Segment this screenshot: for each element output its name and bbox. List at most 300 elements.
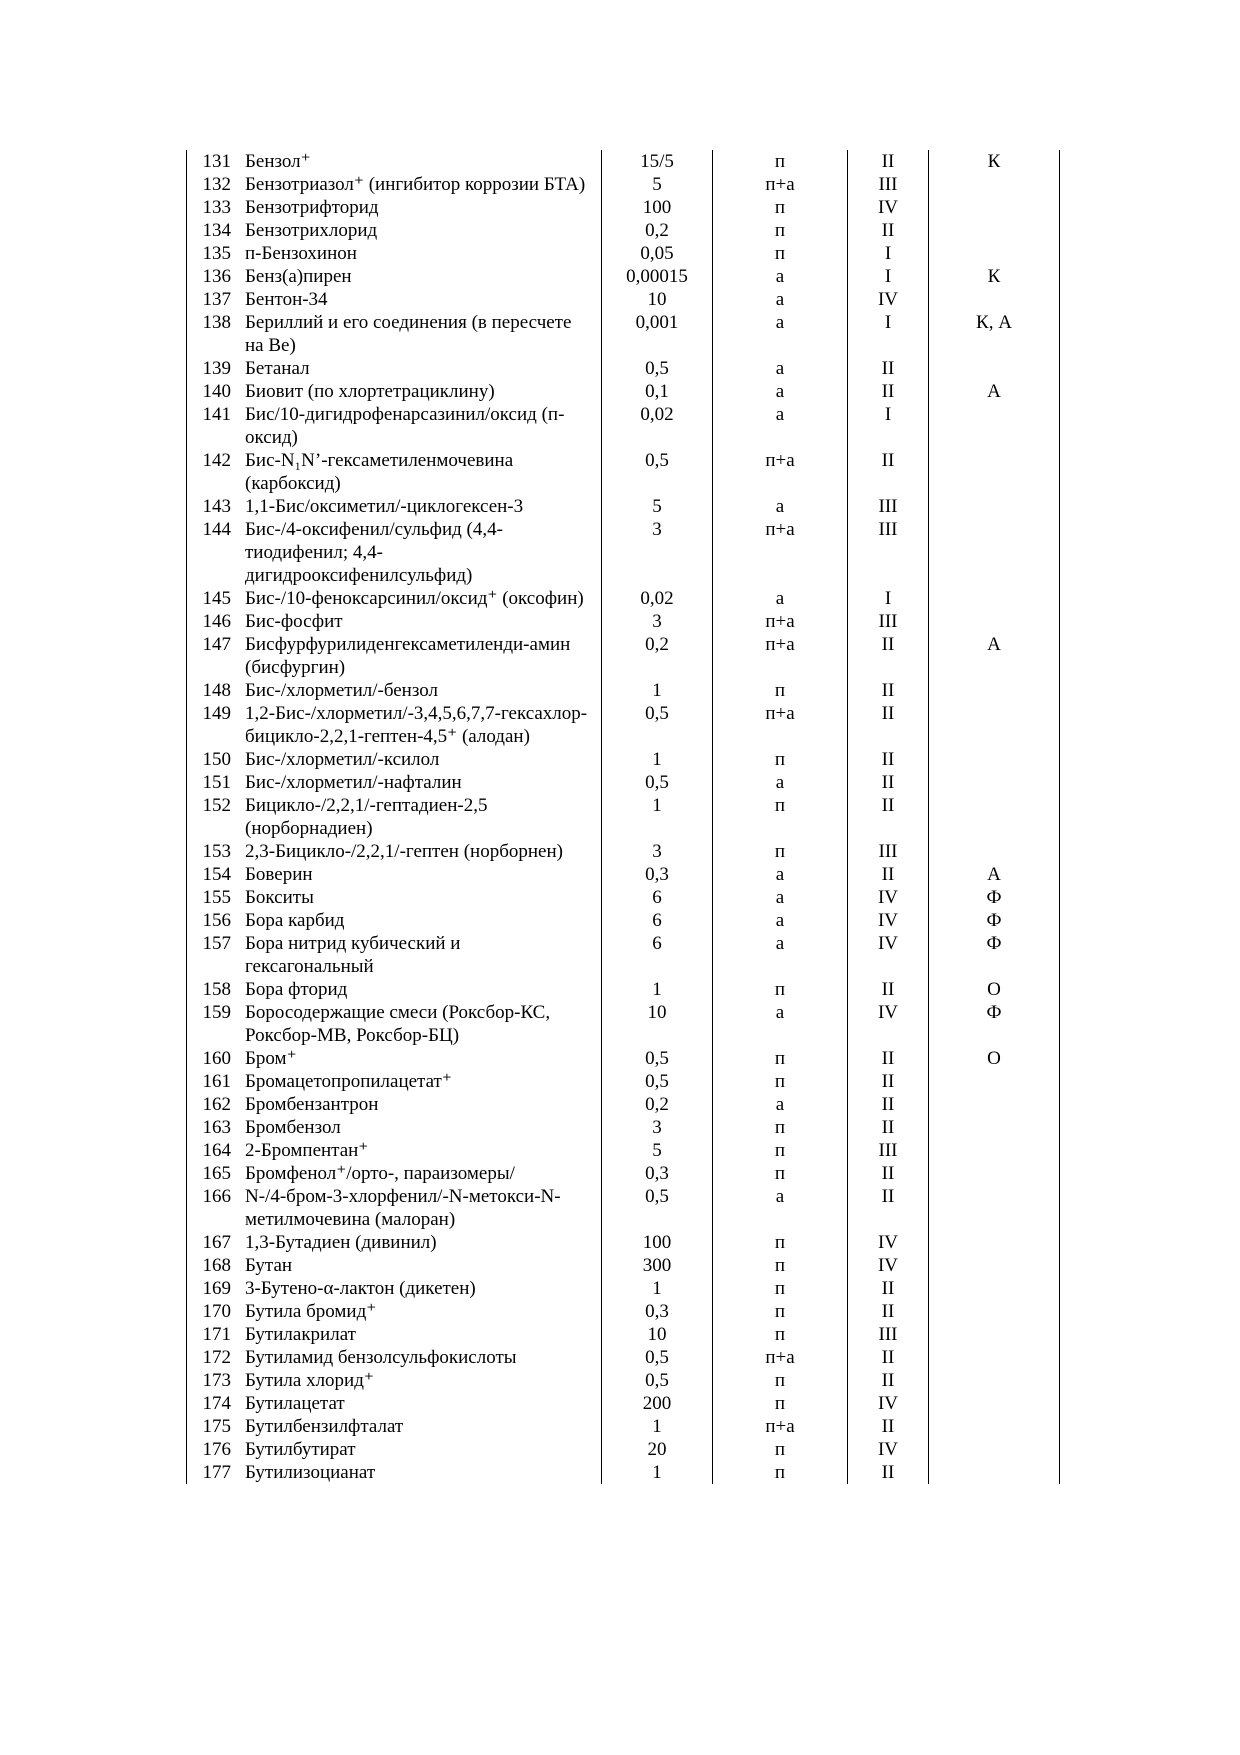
row-number: 162 xyxy=(187,1093,246,1116)
aggregate-state: п xyxy=(713,1139,848,1162)
row-number: 134 xyxy=(187,219,246,242)
hazard-class: II xyxy=(848,863,929,886)
row-number: 140 xyxy=(187,380,246,403)
row-number: 153 xyxy=(187,840,246,863)
action-feature xyxy=(929,1254,1060,1277)
aggregate-state: а xyxy=(713,403,848,449)
table-row xyxy=(187,1047,1060,1070)
action-feature xyxy=(929,495,1060,518)
substance-name: Боросодержащие смеси (Роксбор-КС, Роксбор-МВ, Роксбор-БЦ) xyxy=(245,1001,602,1047)
aggregate-state: п xyxy=(713,748,848,771)
mac-value: 1 xyxy=(602,978,713,1001)
table-row xyxy=(187,1369,1060,1392)
table-row xyxy=(187,679,1060,702)
hazard-class: IV xyxy=(848,1392,929,1415)
mac-value: 0,02 xyxy=(602,587,713,610)
table-row xyxy=(187,1438,1060,1461)
hazard-class: II xyxy=(848,771,929,794)
aggregate-state: п xyxy=(713,1461,848,1484)
substance-name: Бромбензол xyxy=(245,1116,602,1139)
action-feature xyxy=(929,196,1060,219)
hazard-class: IV xyxy=(848,1254,929,1277)
action-feature xyxy=(929,1369,1060,1392)
action-feature: Ф xyxy=(929,886,1060,909)
mac-value: 10 xyxy=(602,1001,713,1047)
substance-name: Бензотрифторид xyxy=(245,196,602,219)
substance-name: Бенз(а)пирен xyxy=(245,265,602,288)
aggregate-state: п xyxy=(713,978,848,1001)
action-feature: О xyxy=(929,1047,1060,1070)
action-feature: К xyxy=(929,150,1060,173)
substance-name: Бис-N₁N’-гексаметиленмочевина (карбоксид) xyxy=(245,449,602,495)
substance-name: Бромбензантрон xyxy=(245,1093,602,1116)
mac-value: 6 xyxy=(602,909,713,932)
row-number: 165 xyxy=(187,1162,246,1185)
row-number: 150 xyxy=(187,748,246,771)
hazard-class: II xyxy=(848,794,929,840)
row-number: 151 xyxy=(187,771,246,794)
row-number: 149 xyxy=(187,702,246,748)
aggregate-state: а xyxy=(713,1185,848,1231)
row-number: 136 xyxy=(187,265,246,288)
mac-value: 3 xyxy=(602,610,713,633)
mac-value: 6 xyxy=(602,932,713,978)
table-row xyxy=(187,495,1060,518)
mac-value: 3 xyxy=(602,518,713,587)
row-number: 143 xyxy=(187,495,246,518)
hazard-class: II xyxy=(848,633,929,679)
table-row xyxy=(187,587,1060,610)
mac-value: 0,5 xyxy=(602,702,713,748)
row-number: 137 xyxy=(187,288,246,311)
mac-value: 0,5 xyxy=(602,1047,713,1070)
substance-name: Бромфенол⁺/орто-, параизомеры/ xyxy=(245,1162,602,1185)
hazard-class: IV xyxy=(848,1001,929,1047)
action-feature: Ф xyxy=(929,909,1060,932)
table-row xyxy=(187,1254,1060,1277)
mac-value: 1 xyxy=(602,1277,713,1300)
aggregate-state: а xyxy=(713,357,848,380)
substance-name: п-Бензохинон xyxy=(245,242,602,265)
mac-value: 0,5 xyxy=(602,1369,713,1392)
hazard-class: IV xyxy=(848,1231,929,1254)
row-number: 139 xyxy=(187,357,246,380)
action-feature xyxy=(929,449,1060,495)
table-row xyxy=(187,265,1060,288)
aggregate-state: а xyxy=(713,863,848,886)
mac-value: 0,00015 xyxy=(602,265,713,288)
action-feature xyxy=(929,219,1060,242)
table-row xyxy=(187,840,1060,863)
mac-value: 10 xyxy=(602,1323,713,1346)
mac-value: 0,5 xyxy=(602,771,713,794)
table-row xyxy=(187,748,1060,771)
substance-name: Бутан xyxy=(245,1254,602,1277)
aggregate-state: а xyxy=(713,311,848,357)
action-feature xyxy=(929,748,1060,771)
substance-name: 2-Бромпентан⁺ xyxy=(245,1139,602,1162)
row-number: 158 xyxy=(187,978,246,1001)
row-number: 172 xyxy=(187,1346,246,1369)
row-number: 173 xyxy=(187,1369,246,1392)
hazard-class: II xyxy=(848,1415,929,1438)
hazard-class: II xyxy=(848,1047,929,1070)
table-row xyxy=(187,196,1060,219)
aggregate-state: п+а xyxy=(713,633,848,679)
hazard-class: III xyxy=(848,840,929,863)
substance-name: 1,1-Бис/оксиметил/-циклогексен-3 xyxy=(245,495,602,518)
aggregate-state: п xyxy=(713,1369,848,1392)
mac-value: 0,2 xyxy=(602,1093,713,1116)
mac-value: 5 xyxy=(602,495,713,518)
hazard-class: II xyxy=(848,1070,929,1093)
hazard-class: II xyxy=(848,150,929,173)
mac-value: 0,5 xyxy=(602,1070,713,1093)
table-row xyxy=(187,173,1060,196)
mac-value: 15/5 xyxy=(602,150,713,173)
table-row xyxy=(187,932,1060,978)
action-feature xyxy=(929,1093,1060,1116)
aggregate-state: а xyxy=(713,1093,848,1116)
mac-value: 0,3 xyxy=(602,863,713,886)
hazard-class: III xyxy=(848,495,929,518)
mac-value: 1 xyxy=(602,1461,713,1484)
row-number: 145 xyxy=(187,587,246,610)
action-feature xyxy=(929,610,1060,633)
action-feature xyxy=(929,1231,1060,1254)
mac-value: 10 xyxy=(602,288,713,311)
table-row xyxy=(187,288,1060,311)
aggregate-state: п xyxy=(713,196,848,219)
hazard-class: III xyxy=(848,610,929,633)
table-row xyxy=(187,242,1060,265)
action-feature xyxy=(929,587,1060,610)
hazard-class: II xyxy=(848,1461,929,1484)
substance-name: Бентон-34 xyxy=(245,288,602,311)
table-row xyxy=(187,1415,1060,1438)
aggregate-state: п xyxy=(713,840,848,863)
table-row xyxy=(187,1162,1060,1185)
action-feature xyxy=(929,1277,1060,1300)
mac-value: 0,5 xyxy=(602,449,713,495)
row-number: 167 xyxy=(187,1231,246,1254)
row-number: 131 xyxy=(187,150,246,173)
aggregate-state: п xyxy=(713,1116,848,1139)
substance-name: Бутилизоцианат xyxy=(245,1461,602,1484)
action-feature: К xyxy=(929,265,1060,288)
table-row xyxy=(187,403,1060,449)
action-feature xyxy=(929,1438,1060,1461)
action-feature xyxy=(929,173,1060,196)
substance-name: Бутила хлорид⁺ xyxy=(245,1369,602,1392)
mac-value: 20 xyxy=(602,1438,713,1461)
hazard-class: II xyxy=(848,357,929,380)
aggregate-state: а xyxy=(713,265,848,288)
mac-value: 1 xyxy=(602,794,713,840)
hazard-class: II xyxy=(848,380,929,403)
hazard-class: IV xyxy=(848,288,929,311)
row-number: 147 xyxy=(187,633,246,679)
substance-name: Бис-/4-оксифенил/сульфид (4,4-тиодифенил; 4,4-дигидрооксифенилсульфид) xyxy=(245,518,602,587)
hazard-class: III xyxy=(848,1323,929,1346)
mac-value: 0,2 xyxy=(602,633,713,679)
substance-name: 3-Бутено-α-лактон (дикетен) xyxy=(245,1277,602,1300)
row-number: 146 xyxy=(187,610,246,633)
row-number: 141 xyxy=(187,403,246,449)
substance-name: Бис-/хлорметил/-бензол xyxy=(245,679,602,702)
action-feature: А xyxy=(929,863,1060,886)
table-row xyxy=(187,1001,1060,1047)
substance-name: 1,3-Бутадиен (дивинил) xyxy=(245,1231,602,1254)
table-row xyxy=(187,1116,1060,1139)
row-number: 142 xyxy=(187,449,246,495)
substance-name: Бутила бромид⁺ xyxy=(245,1300,602,1323)
substance-name: Бетанал xyxy=(245,357,602,380)
hazard-class: II xyxy=(848,1162,929,1185)
action-feature xyxy=(929,794,1060,840)
table-row xyxy=(187,978,1060,1001)
hazard-class: II xyxy=(848,978,929,1001)
mac-value: 0,2 xyxy=(602,219,713,242)
hazard-class: II xyxy=(848,679,929,702)
table-row xyxy=(187,1070,1060,1093)
aggregate-state: а xyxy=(713,587,848,610)
aggregate-state: а xyxy=(713,886,848,909)
hazard-class: IV xyxy=(848,886,929,909)
table-row xyxy=(187,610,1060,633)
action-feature xyxy=(929,771,1060,794)
aggregate-state: п xyxy=(713,1323,848,1346)
row-number: 169 xyxy=(187,1277,246,1300)
action-feature xyxy=(929,1070,1060,1093)
mac-value: 0,5 xyxy=(602,1185,713,1231)
table-row xyxy=(187,219,1060,242)
mac-value: 0,5 xyxy=(602,1346,713,1369)
row-number: 176 xyxy=(187,1438,246,1461)
row-number: 154 xyxy=(187,863,246,886)
hazard-class: III xyxy=(848,1139,929,1162)
hazard-class: II xyxy=(848,449,929,495)
mac-value: 0,02 xyxy=(602,403,713,449)
substances-table xyxy=(186,150,1060,1484)
table-row xyxy=(187,863,1060,886)
row-number: 152 xyxy=(187,794,246,840)
hazard-class: I xyxy=(848,587,929,610)
row-number: 148 xyxy=(187,679,246,702)
hazard-class: I xyxy=(848,403,929,449)
substance-name: Бис-/10-феноксарсинил/оксид⁺ (оксофин) xyxy=(245,587,602,610)
action-feature xyxy=(929,1116,1060,1139)
substance-name: Бутилакрилат xyxy=(245,1323,602,1346)
substance-name: Бора карбид xyxy=(245,909,602,932)
action-feature xyxy=(929,1346,1060,1369)
hazard-class: IV xyxy=(848,1438,929,1461)
table-row xyxy=(187,1231,1060,1254)
row-number: 144 xyxy=(187,518,246,587)
aggregate-state: а xyxy=(713,495,848,518)
mac-value: 0,001 xyxy=(602,311,713,357)
action-feature xyxy=(929,702,1060,748)
hazard-class: IV xyxy=(848,196,929,219)
substance-name: Бис-/хлорметил/-нафталин xyxy=(245,771,602,794)
action-feature xyxy=(929,1461,1060,1484)
action-feature xyxy=(929,1162,1060,1185)
action-feature xyxy=(929,1415,1060,1438)
aggregate-state: п+а xyxy=(713,1415,848,1438)
aggregate-state: а xyxy=(713,909,848,932)
aggregate-state: п xyxy=(713,1438,848,1461)
substance-name: Бора фторид xyxy=(245,978,602,1001)
table-row xyxy=(187,794,1060,840)
mac-value: 100 xyxy=(602,1231,713,1254)
action-feature: К, А xyxy=(929,311,1060,357)
substance-name: Бутилацетат xyxy=(245,1392,602,1415)
table-row xyxy=(187,380,1060,403)
row-number: 164 xyxy=(187,1139,246,1162)
hazard-class: I xyxy=(848,311,929,357)
substance-name: Бензол⁺ xyxy=(245,150,602,173)
mac-value: 0,3 xyxy=(602,1162,713,1185)
row-number: 175 xyxy=(187,1415,246,1438)
row-number: 132 xyxy=(187,173,246,196)
aggregate-state: п xyxy=(713,1300,848,1323)
substance-name: Бора нитрид кубический и гексагональный xyxy=(245,932,602,978)
substances-table-body xyxy=(187,150,1060,1484)
aggregate-state: п xyxy=(713,1392,848,1415)
aggregate-state: а xyxy=(713,771,848,794)
substance-name: Бромацетопропилацетат⁺ xyxy=(245,1070,602,1093)
aggregate-state: а xyxy=(713,380,848,403)
hazard-class: II xyxy=(848,1346,929,1369)
row-number: 170 xyxy=(187,1300,246,1323)
row-number: 133 xyxy=(187,196,246,219)
row-number: 160 xyxy=(187,1047,246,1070)
action-feature: Ф xyxy=(929,1001,1060,1047)
action-feature xyxy=(929,403,1060,449)
substance-name: Бутилбутират xyxy=(245,1438,602,1461)
mac-value: 0,05 xyxy=(602,242,713,265)
row-number: 171 xyxy=(187,1323,246,1346)
substance-name: 2,3-Бицикло-/2,2,1/-гептен (норборнен) xyxy=(245,840,602,863)
mac-value: 3 xyxy=(602,840,713,863)
action-feature xyxy=(929,679,1060,702)
hazard-class: I xyxy=(848,242,929,265)
table-row xyxy=(187,886,1060,909)
hazard-class: III xyxy=(848,173,929,196)
table-row xyxy=(187,1185,1060,1231)
aggregate-state: п xyxy=(713,794,848,840)
aggregate-state: п+а xyxy=(713,1346,848,1369)
hazard-class: II xyxy=(848,702,929,748)
row-number: 156 xyxy=(187,909,246,932)
table-row xyxy=(187,1392,1060,1415)
action-feature xyxy=(929,288,1060,311)
mac-value: 5 xyxy=(602,173,713,196)
substance-name: N-/4-бром-3-хлорфенил/-N-метокси-N-метилмочевина (малоран) xyxy=(245,1185,602,1231)
action-feature xyxy=(929,840,1060,863)
substance-name: Бицикло-/2,2,1/-гептадиен-2,5 (норборнадиен) xyxy=(245,794,602,840)
aggregate-state: п xyxy=(713,1231,848,1254)
mac-value: 3 xyxy=(602,1116,713,1139)
table-row xyxy=(187,1323,1060,1346)
substance-name: Бис-/хлорметил/-ксилол xyxy=(245,748,602,771)
hazard-class: II xyxy=(848,1185,929,1231)
table-row xyxy=(187,1139,1060,1162)
aggregate-state: п xyxy=(713,1047,848,1070)
aggregate-state: п xyxy=(713,242,848,265)
action-feature: А xyxy=(929,380,1060,403)
substance-name: Бутилбензилфталат xyxy=(245,1415,602,1438)
substance-name: Бензотрихлорид xyxy=(245,219,602,242)
substance-name: Бензотриазол⁺ (ингибитор коррозии БТА) xyxy=(245,173,602,196)
hazard-class: II xyxy=(848,1300,929,1323)
substance-name: Бром⁺ xyxy=(245,1047,602,1070)
table-row xyxy=(187,771,1060,794)
hazard-class: II xyxy=(848,1369,929,1392)
row-number: 135 xyxy=(187,242,246,265)
hazard-class: II xyxy=(848,219,929,242)
table-row xyxy=(187,518,1060,587)
mac-value: 5 xyxy=(602,1139,713,1162)
mac-value: 0,5 xyxy=(602,357,713,380)
row-number: 155 xyxy=(187,886,246,909)
row-number: 138 xyxy=(187,311,246,357)
hazard-class: II xyxy=(848,748,929,771)
hazard-class: II xyxy=(848,1093,929,1116)
aggregate-state: а xyxy=(713,1001,848,1047)
action-feature xyxy=(929,1300,1060,1323)
table-row xyxy=(187,150,1060,173)
substance-name: Бериллий и его соединения (в пересчете на Ве) xyxy=(245,311,602,357)
action-feature: Ф xyxy=(929,932,1060,978)
hazard-class: II xyxy=(848,1116,929,1139)
mac-value: 200 xyxy=(602,1392,713,1415)
row-number: 159 xyxy=(187,1001,246,1047)
action-feature xyxy=(929,1139,1060,1162)
aggregate-state: п xyxy=(713,1254,848,1277)
mac-value: 0,1 xyxy=(602,380,713,403)
substance-name: Бокситы xyxy=(245,886,602,909)
table-row xyxy=(187,1346,1060,1369)
mac-value: 1 xyxy=(602,1415,713,1438)
aggregate-state: п+а xyxy=(713,449,848,495)
mac-value: 1 xyxy=(602,679,713,702)
substance-name: Бисфурфурилиденгексаметиленди-амин (бисфургин) xyxy=(245,633,602,679)
table-row xyxy=(187,633,1060,679)
aggregate-state: п+а xyxy=(713,610,848,633)
substance-name: Бис-фосфит xyxy=(245,610,602,633)
hazard-class: IV xyxy=(848,932,929,978)
mac-value: 300 xyxy=(602,1254,713,1277)
action-feature: О xyxy=(929,978,1060,1001)
table-row xyxy=(187,909,1060,932)
aggregate-state: п xyxy=(713,1162,848,1185)
aggregate-state: а xyxy=(713,932,848,978)
action-feature: А xyxy=(929,633,1060,679)
aggregate-state: п+а xyxy=(713,173,848,196)
action-feature xyxy=(929,1323,1060,1346)
mac-value: 100 xyxy=(602,196,713,219)
table-row xyxy=(187,449,1060,495)
table-row xyxy=(187,1300,1060,1323)
hazard-class: II xyxy=(848,1277,929,1300)
row-number: 166 xyxy=(187,1185,246,1231)
substance-name: Бис/10-дигидрофенарсазинил/оксид (п-оксид) xyxy=(245,403,602,449)
aggregate-state: п+а xyxy=(713,518,848,587)
aggregate-state: п xyxy=(713,150,848,173)
aggregate-state: п xyxy=(713,679,848,702)
row-number: 168 xyxy=(187,1254,246,1277)
